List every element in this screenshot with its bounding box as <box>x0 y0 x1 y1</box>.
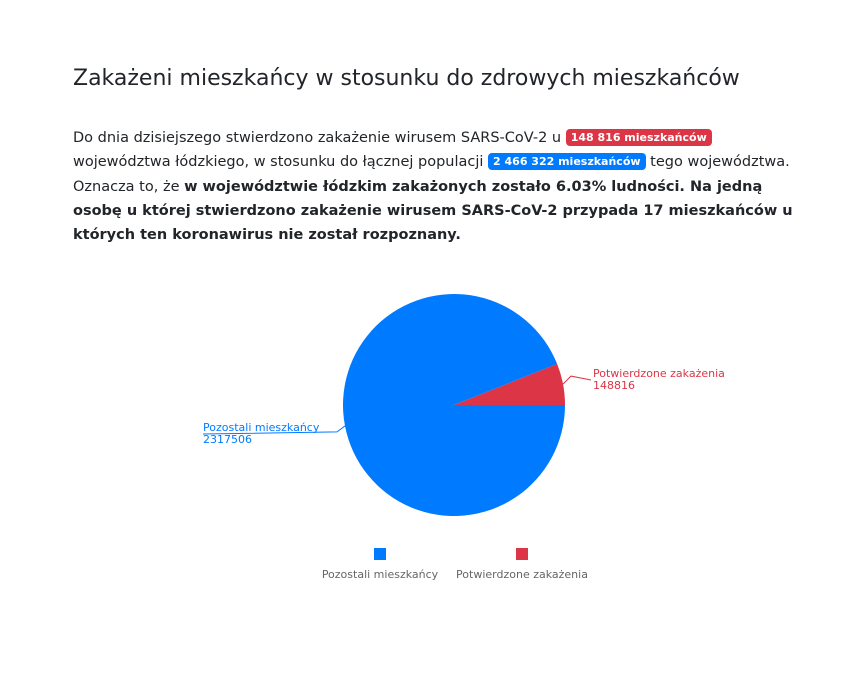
legend-label-infected[interactable]: Potwierdzone zakażenia <box>456 568 588 581</box>
legend-swatch-healthy[interactable] <box>374 548 386 560</box>
summary-text-1: Do dnia dzisiejszego stwierdzono zakażenie wirusem SARS-CoV-2 u <box>73 130 566 146</box>
legend-swatch-infected[interactable] <box>516 548 528 560</box>
page-title: Zakażeni mieszkańcy w stosunku do zdrowych mieszkańców <box>73 66 740 91</box>
summary-text-3: tego województwa. Oznacza to, że <box>73 154 790 195</box>
summary-bold-text: w województwie łódzkim zakażonych zostało 6.03% ludności. Na jedną osobę u której stwierdzono zakażenie wirusem SARS-CoV-2 przypada 17 mieszkańców u których ten koronawirus nie został rozpoznany. <box>73 178 793 244</box>
slice-value-healthy: 2317506 <box>203 433 252 446</box>
slice-label-infected: Potwierdzone zakażenia <box>593 367 725 380</box>
legend-label-healthy[interactable]: Pozostali mieszkańcy <box>321 568 439 581</box>
population-count-badge: 2 466 322 mieszkańców <box>488 153 646 170</box>
leader-line-infected <box>563 376 591 384</box>
slice-label-healthy: Pozostali mieszkańcy <box>203 421 320 434</box>
summary-text-2: województwa łódzkiego, w stosunku do łącznej populacji <box>73 154 489 171</box>
infected-count-badge: 148 816 mieszkańców <box>566 129 712 146</box>
slice-value-infected: 148816 <box>593 379 635 392</box>
